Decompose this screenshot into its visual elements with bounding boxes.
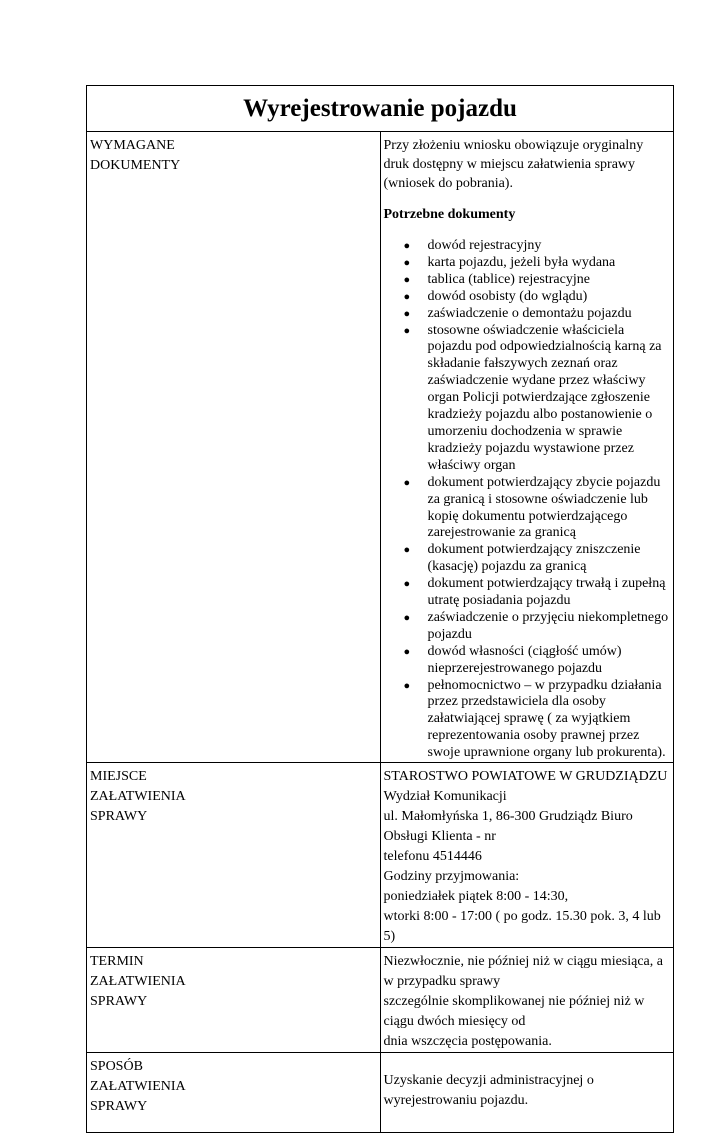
document-title: Wyrejestrowanie pojazdu (243, 94, 517, 122)
list-item-text: dokument potwierdzający zniszczenie (kasację) pojazdu za granicą (427, 542, 641, 575)
list-item (403, 254, 671, 272)
bullet-icon: ● (403, 307, 411, 320)
term-row (87, 948, 674, 1053)
label-line: MIEJSCE (90, 769, 147, 785)
list-item-text: zaświadczenie o przyjęciu niekompletnego pojazdu (427, 609, 669, 642)
label-line: SPOSÓB (90, 1059, 143, 1075)
list-item-text: dowód osobisty (do wglądu) (427, 288, 588, 304)
list-item-text: dokument potwierdzający trwałą i zupełną utratę posiadania pojazdu (427, 576, 666, 609)
list-item (403, 609, 671, 644)
method-content (380, 1053, 674, 1133)
list-item-text: dowód własności (ciągłość umów) nieprzerejestrowanego pojazdu (427, 643, 622, 676)
bullet-icon: ● (403, 611, 411, 624)
office-name-line: STAROSTWO POWIATOWE W GRUDZIĄDZU Wydział Komunikacji (383, 769, 668, 805)
documents-subheading: Potrzebne dokumenty (383, 207, 516, 222)
place-content (380, 763, 674, 948)
place-row (87, 763, 674, 948)
address-line: ul. Małomłyńska 1, 86-300 Grudziądz Biuro Obsługi Klienta - nr (383, 809, 633, 845)
label-line: DOKUMENTY (90, 158, 181, 173)
list-item-text: karta pojazdu, jeżeli była wydana (427, 254, 616, 270)
documents-list (384, 238, 671, 762)
required-documents-label (87, 132, 381, 763)
bullet-icon: ● (403, 240, 411, 252)
list-item-text: zaświadczenie o demontażu pojazdu (427, 305, 632, 321)
label-line: ZAŁATWIENIA (90, 1079, 186, 1095)
bullet-icon: ● (403, 290, 411, 303)
bullet-icon: ● (403, 645, 411, 658)
procedure-table (86, 85, 674, 1133)
list-item (403, 542, 671, 576)
method-label (87, 1053, 381, 1133)
list-item (403, 238, 671, 255)
list-item-text: stosowne oświadczenie właściciela pojazdu pod odpowiedzialnością karną za składanie fałszywych zeznań oraz zaświadczenie wydane przez właściwy organ Policji potwierdzające zgłoszenie kradzieży pojazdu albo postanowienie o umorzeniu dochodzenia w sprawie kradzieży pojazdu wystawione przez właściwy organ (427, 322, 662, 473)
list-item (403, 677, 671, 763)
list-item (403, 322, 671, 475)
label-line: SPRAWY (90, 1099, 148, 1115)
hours-tuesday: wtorki 8:00 - 17:00 ( po godz. 15.30 pok. 3, 4 lub 5) (383, 909, 661, 945)
bullet-icon: ● (403, 679, 411, 692)
required-documents-row (87, 132, 674, 763)
place-label (87, 763, 381, 948)
label-line: SPRAWY (90, 994, 148, 1010)
term-text-line: Niezwłocznie, nie później niż w ciągu miesiąca, a w przypadku sprawy (383, 954, 663, 990)
required-documents-content (380, 132, 674, 763)
list-item-text: dowód rejestracyjny (427, 238, 542, 253)
method-row (87, 1053, 674, 1133)
label-line: WYMAGANE (90, 138, 175, 153)
list-item-text: pełnomocnictwo – w przypadku działania przez przedstawiciela dla osoby załatwiającej sprawę ( za wyjątkiem reprezentowania osoby prawnej przez swoje uprawnione organy lub prokurenta). (427, 677, 666, 761)
label-line: ZAŁATWIENIA (90, 974, 186, 990)
method-text: Uzyskanie decyzji administracyjnej o wyrejestrowaniu pojazdu. (383, 1073, 594, 1109)
hours-heading: Godziny przyjmowania: (383, 869, 520, 885)
list-item (403, 288, 671, 306)
label-line: ZAŁATWIENIA (90, 789, 186, 805)
list-item-text: tablica (tablice) rejestracyjne (427, 271, 590, 287)
list-item (403, 576, 671, 610)
bullet-icon: ● (403, 476, 411, 489)
term-text-line: dnia wszczęcia postępowania. (383, 1034, 552, 1050)
label-line: SPRAWY (90, 809, 148, 825)
bullet-icon: ● (403, 273, 411, 286)
list-item (403, 474, 671, 543)
list-item-text: dokument potwierdzający zbycie pojazdu za granicą i stosowne oświadczenie lub kopię dokumentu potwierdzającego zarejestrowanie za granicą (427, 474, 661, 541)
bullet-icon: ● (403, 256, 411, 269)
list-item (403, 271, 671, 289)
bullet-icon: ● (403, 578, 411, 591)
phone-line: telefonu 4514446 (383, 849, 482, 865)
bullet-icon: ● (403, 544, 411, 557)
list-item (403, 305, 671, 323)
term-label (87, 948, 381, 1053)
intro-text: Przy złożeniu wniosku obowiązuje oryginalny druk dostępny w miejscu załatwienia sprawy (wniosek do pobrania). (383, 138, 644, 191)
term-content (380, 948, 674, 1053)
list-item (403, 643, 671, 678)
bullet-icon: ● (403, 324, 411, 337)
term-text-line: szczególnie skomplikowanej nie później niż w ciągu dwóch miesięcy od (383, 994, 645, 1030)
title-cell (87, 86, 674, 132)
hours-weekdays: poniedziałek piątek 8:00 - 14:30, (383, 889, 569, 905)
label-line: TERMIN (90, 954, 144, 970)
